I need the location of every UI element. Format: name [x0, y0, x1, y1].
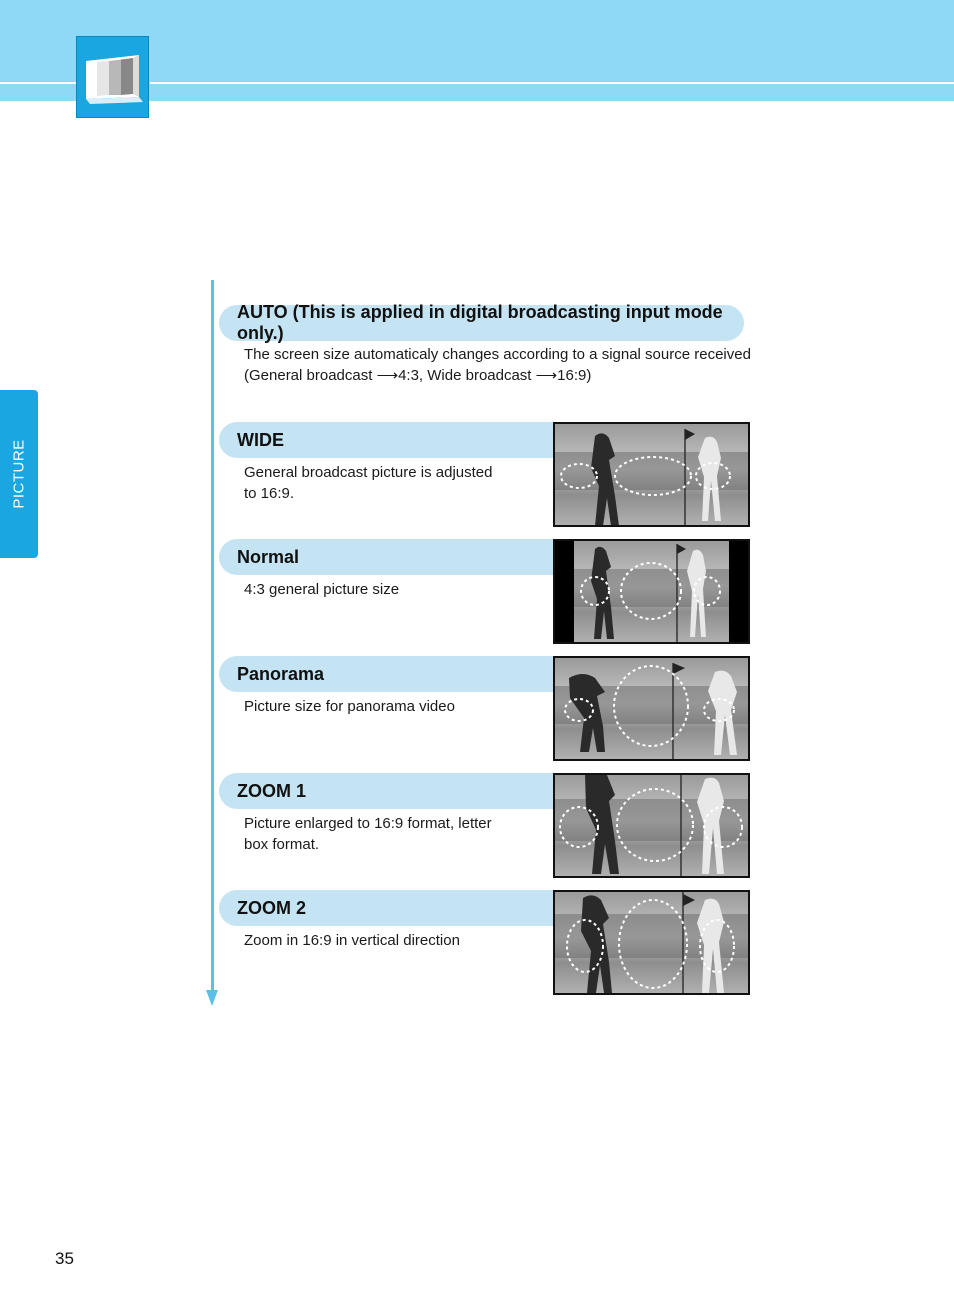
- desc-line: 4:3 general picture size: [244, 581, 400, 598]
- panorama-preview-image: [553, 656, 750, 761]
- mode-title-normal: [219, 539, 555, 575]
- mode-title-text: Normal: [237, 546, 300, 567]
- mode-title-wide: [219, 422, 555, 458]
- wide-preview-image: [553, 422, 750, 527]
- desc-line: Picture enlarged to 16:9 format, letter: [244, 815, 492, 832]
- page-number: 35: [55, 1249, 74, 1268]
- zoom2-preview-image: [553, 890, 750, 995]
- section-tab-label: PICTURE: [10, 439, 28, 509]
- mode-title-text: AUTO (This is applied in digital broadcasting input mode only.): [237, 302, 723, 343]
- desc-line: Picture size for panorama video: [244, 698, 455, 715]
- desc-line: (General broadcast ⟶4:3, Wide broadcast ⟶16:9): [244, 367, 592, 384]
- desc-line: box format.: [244, 836, 320, 853]
- mode-desc-wide: [244, 462, 492, 504]
- picture-section-icon: [76, 36, 149, 118]
- mode-desc-zoom2: [244, 930, 460, 951]
- mode-title-text: ZOOM 2: [237, 897, 307, 918]
- desc-line: General broadcast picture is adjusted: [244, 464, 493, 481]
- mode-title-panorama: [219, 656, 555, 692]
- flow-arrow-down-icon: [206, 990, 218, 1006]
- normal-preview-image: [553, 539, 750, 644]
- desc-line: to 16:9.: [244, 485, 295, 502]
- mode-desc-panorama: [244, 696, 455, 717]
- mode-title-text: WIDE: [237, 429, 284, 450]
- desc-line: The screen size automaticaly changes according to a signal source received: [244, 346, 751, 363]
- mode-title-text: Panorama: [237, 663, 325, 684]
- section-side-tab: [0, 390, 38, 558]
- header-rule: [0, 82, 76, 84]
- mode-desc-auto: [244, 344, 751, 386]
- flow-line: [211, 280, 214, 992]
- zoom1-preview-image: [553, 773, 750, 878]
- mode-desc-zoom1: [244, 813, 492, 855]
- mode-title-zoom2: [219, 890, 555, 926]
- mode-title-text: ZOOM 1: [237, 780, 307, 801]
- mode-desc-normal: [244, 579, 399, 600]
- desc-line: Zoom in 16:9 in vertical direction: [244, 932, 460, 949]
- mode-title-auto: [219, 302, 744, 343]
- header-rule: [150, 82, 954, 84]
- mode-title-zoom1: [219, 773, 555, 809]
